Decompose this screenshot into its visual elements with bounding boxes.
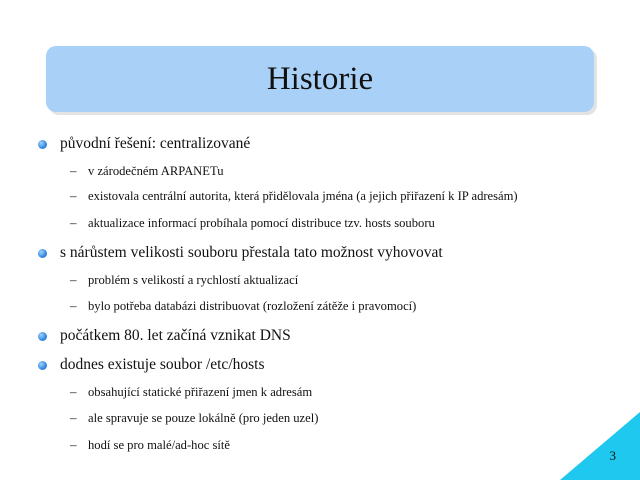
- bullet-icon: [38, 140, 47, 149]
- bullet-item: [38, 243, 443, 263]
- sub-item: [70, 297, 416, 315]
- sub-item-text: aktualizace informací probíhala pomocí distribuce tzv. hosts souboru: [88, 215, 435, 230]
- sub-item-text: ale spravuje se pouze lokálně (pro jeden uzel): [88, 410, 319, 425]
- bullet-icon: [38, 361, 47, 370]
- sub-item-text: existovala centrální autorita, která přidělovala jména (a jejich přiřazení k IP adresám): [88, 188, 518, 203]
- dash-icon: –: [70, 272, 77, 287]
- bullet-item: [38, 355, 265, 375]
- sub-item-text: obsahující statické přiřazení jmen k adresám: [88, 384, 313, 399]
- dash-icon: –: [70, 215, 77, 230]
- bullet-item: [38, 134, 250, 154]
- sub-item-text: v zárodečném ARPANETu: [88, 163, 224, 178]
- bullet-icon: [38, 249, 47, 258]
- sub-item: [70, 271, 298, 289]
- dash-icon: –: [70, 410, 77, 425]
- bullet-item: [38, 326, 291, 346]
- dash-icon: –: [70, 163, 77, 178]
- sub-item: [70, 383, 312, 401]
- bullet-icon: [38, 332, 47, 341]
- page-number: 3: [609, 448, 616, 463]
- sub-item: [70, 409, 318, 427]
- dash-icon: –: [70, 437, 77, 452]
- bullet-text: původní řešení: centralizované: [60, 135, 251, 152]
- sub-item: [70, 187, 518, 205]
- bullet-text: počátkem 80. let začíná vznikat DNS: [60, 327, 291, 344]
- corner-decoration: [560, 412, 640, 480]
- dash-icon: –: [70, 188, 77, 203]
- bullet-text: s nárůstem velikosti souboru přestala tato možnost vyhovovat: [60, 244, 443, 261]
- bullet-text: dodnes existuje soubor /etc/hosts: [60, 356, 265, 373]
- sub-item-text: hodí se pro malé/ad-hoc sítě: [88, 437, 230, 452]
- slide-title: Historie: [266, 60, 374, 97]
- sub-item-text: bylo potřeba databázi distribuovat (rozložení zátěže i pravomocí): [88, 298, 417, 313]
- dash-icon: –: [70, 384, 77, 399]
- sub-item: [70, 162, 224, 180]
- dash-icon: –: [70, 298, 77, 313]
- sub-item: [70, 436, 230, 454]
- sub-item-text: problém s velikostí a rychlostí aktualizací: [88, 272, 299, 287]
- sub-item: [70, 214, 435, 232]
